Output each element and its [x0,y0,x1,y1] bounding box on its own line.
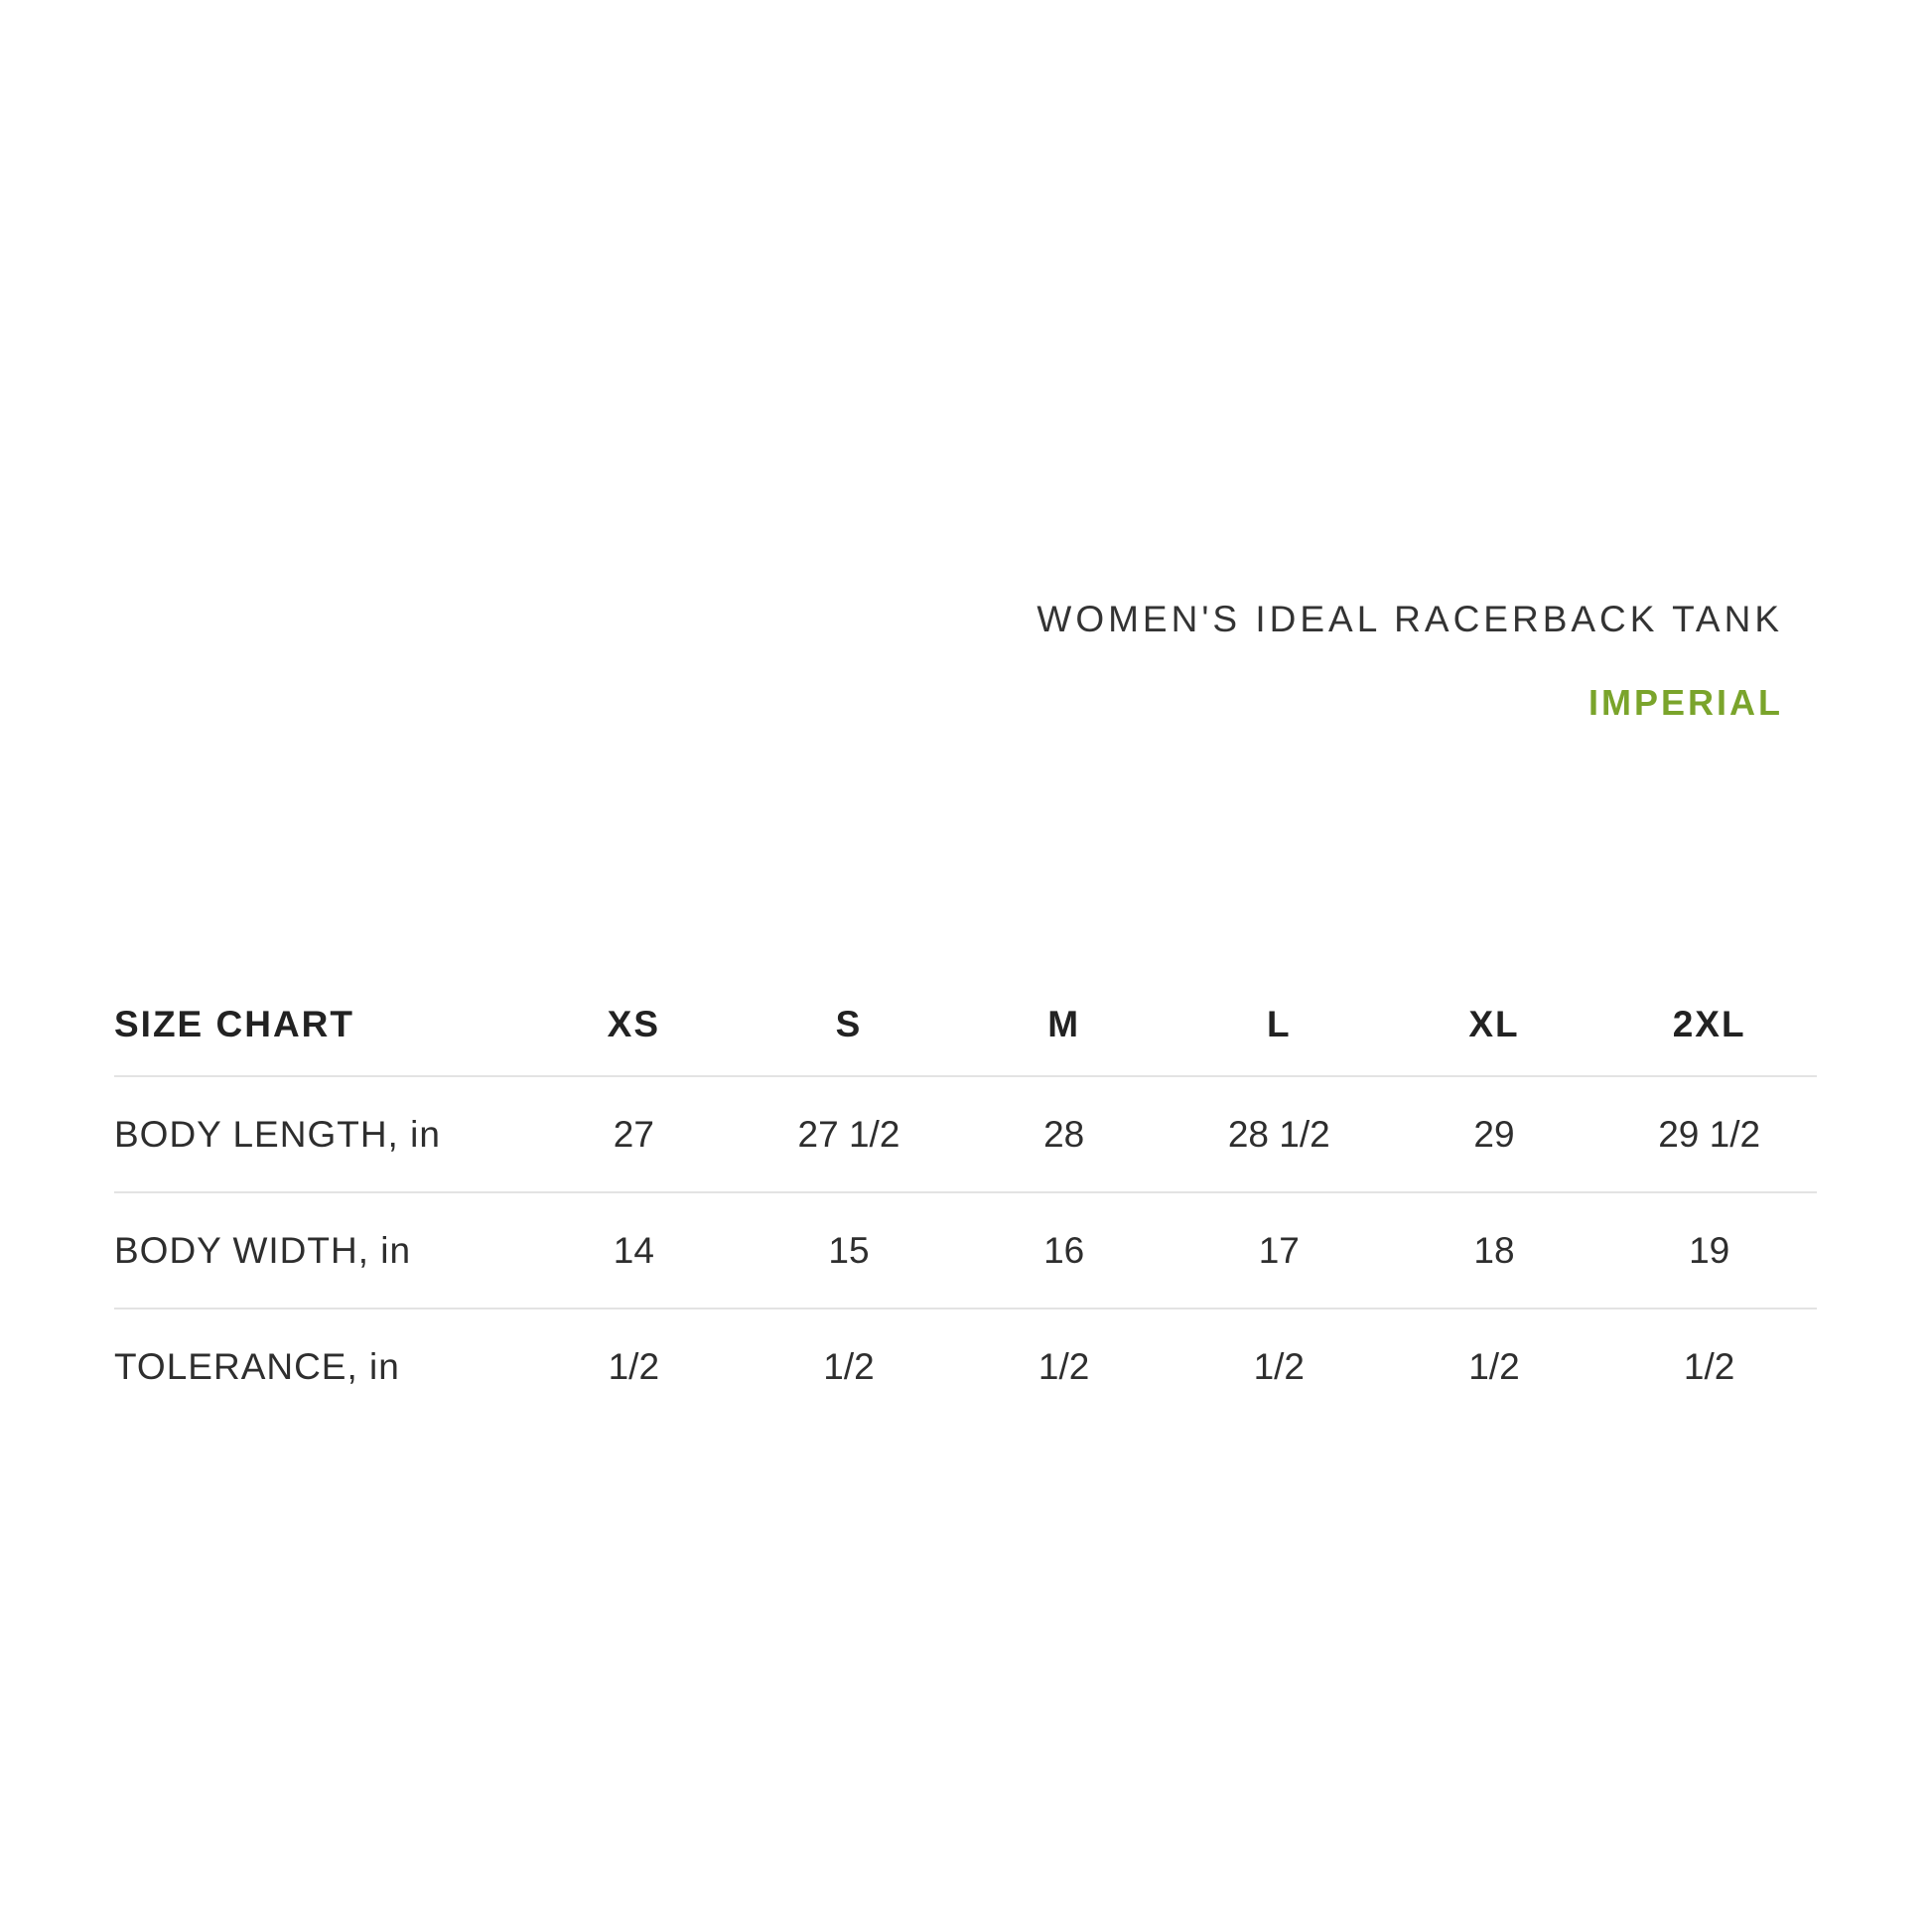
table-cell: 18 [1387,1192,1602,1309]
table-cell: 29 1/2 [1601,1076,1817,1192]
product-title: WOMEN'S IDEAL RACERBACK TANK [1036,599,1783,639]
table-corner-label: SIZE CHART [114,974,526,1076]
table-cell: 29 [1387,1076,1602,1192]
table-cell: 1/2 [1037,1345,1090,1387]
table-cell: 19 [1601,1192,1817,1309]
table-row-body-length [114,1076,1817,1192]
table-row-body-width [114,1192,1817,1309]
column-header-2xl: 2XL [1601,974,1817,1076]
size-chart-table [114,974,1817,1424]
table-cell: 28 1/2 [1172,1076,1387,1192]
table-cell: 1/2 [823,1345,875,1387]
table-cell: 14 [526,1192,742,1309]
column-header-m: M [956,974,1172,1076]
row-label: BODY WIDTH, in [114,1192,526,1309]
table-cell: 15 [742,1192,957,1309]
units-badge: IMPERIAL [1587,682,1783,723]
table-cell: 1/2 [1683,1345,1735,1387]
table-cell: 16 [956,1192,1172,1309]
row-label: BODY LENGTH, in [114,1076,526,1192]
table-cell: 28 [956,1076,1172,1192]
column-header-s: S [742,974,957,1076]
column-header-xs: XS [526,974,742,1076]
table-cell: 27 [526,1076,742,1192]
column-header-l: L [1172,974,1387,1076]
column-header-xl: XL [1387,974,1602,1076]
table-cell: 1/2 [1253,1345,1306,1387]
row-label: TOLERANCE, in [114,1345,400,1387]
table-cell: 27 1/2 [742,1076,957,1192]
header-block [1036,600,1783,721]
table-row-tolerance [114,1309,1817,1424]
table-header-row [114,974,1817,1076]
table-cell: 1/2 [608,1345,660,1387]
table-cell: 17 [1172,1192,1387,1309]
table-cell: 1/2 [1468,1345,1520,1387]
